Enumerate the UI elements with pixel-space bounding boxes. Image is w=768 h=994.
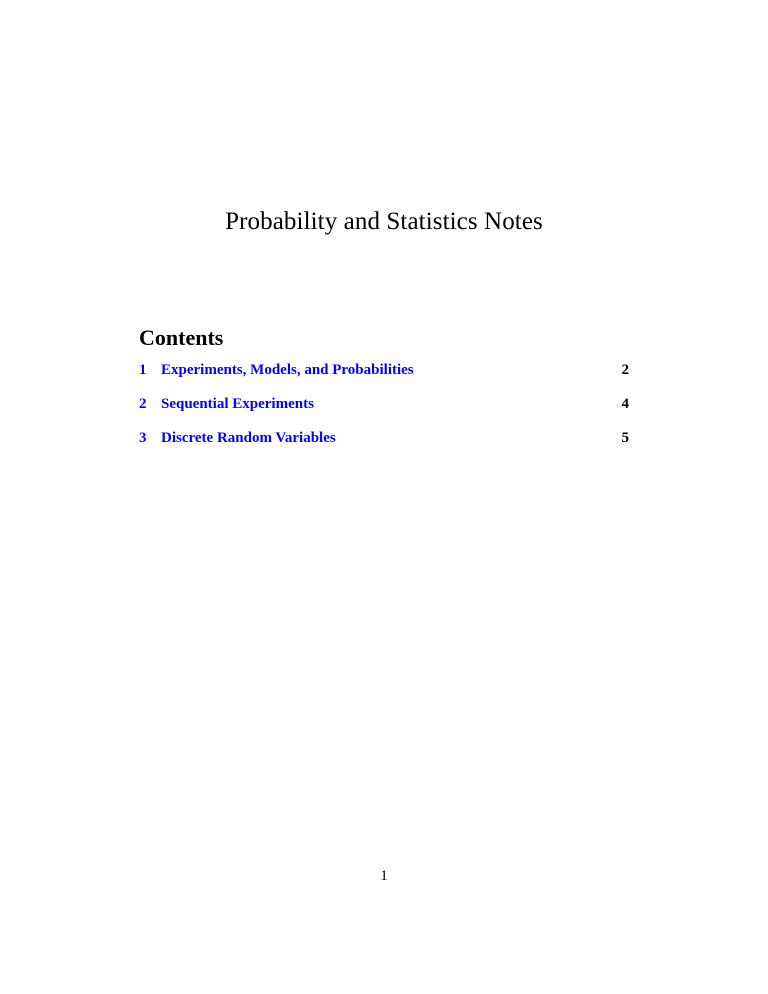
- toc-entry-section-1[interactable]: [139, 362, 629, 384]
- toc-entry-title: Sequential Experiments: [161, 396, 314, 412]
- toc-entry-page: 4: [621, 396, 629, 412]
- toc-entry-number: 1: [139, 362, 147, 378]
- document-title: Probability and Statistics Notes: [225, 208, 543, 235]
- toc-entry-title: Discrete Random Variables: [161, 430, 336, 446]
- toc-entry-title: Experiments, Models, and Probabilities: [161, 362, 414, 378]
- toc-entry-section-3[interactable]: [139, 430, 629, 452]
- toc-heading: Contents: [139, 325, 224, 350]
- toc-entry-page: 5: [621, 430, 629, 446]
- toc-entry-section-2[interactable]: [139, 396, 629, 418]
- toc-entry-number: 3: [139, 430, 147, 446]
- toc-entry-page: 2: [621, 362, 629, 378]
- table-of-contents: [139, 362, 629, 464]
- toc-entry-number: 2: [139, 396, 147, 412]
- page-number: 1: [380, 868, 388, 884]
